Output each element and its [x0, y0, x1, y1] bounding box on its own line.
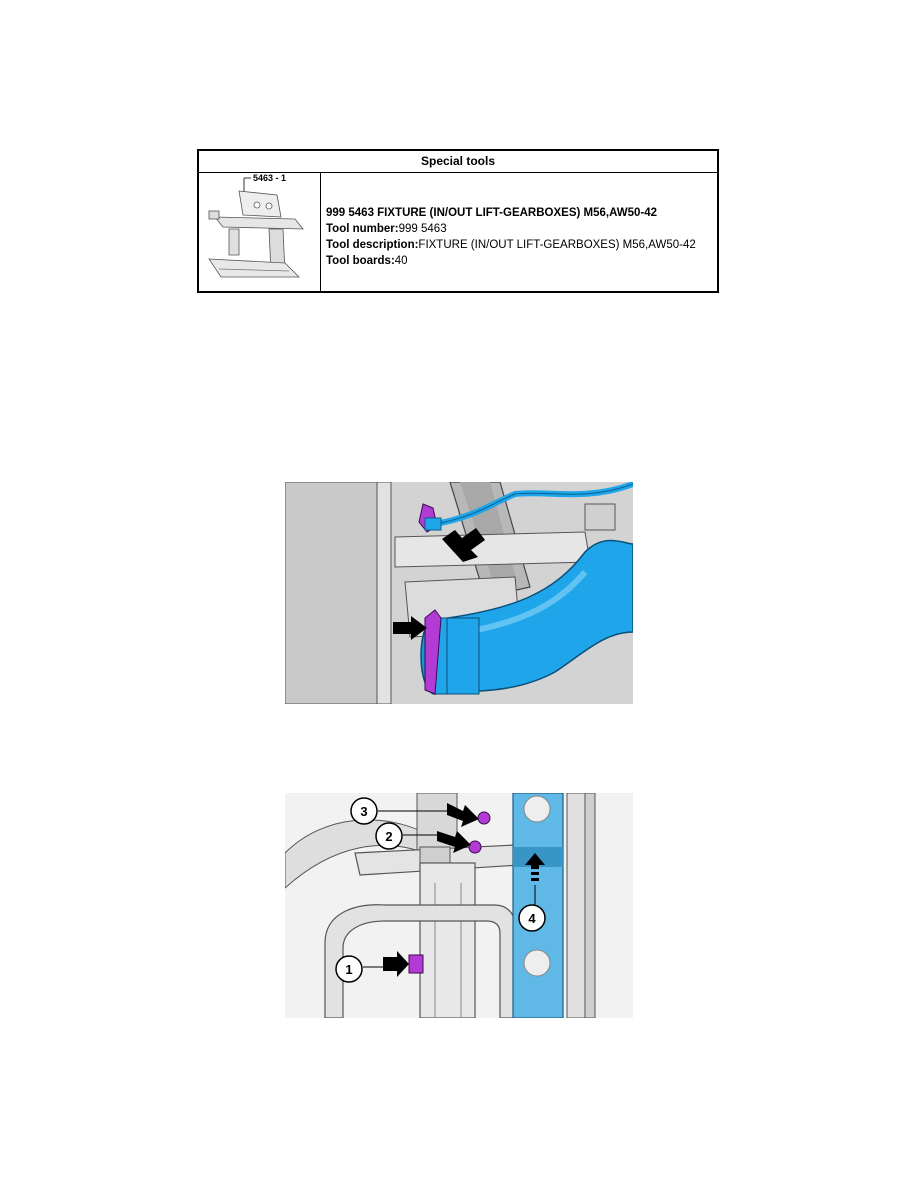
tool-boards-label: Tool boards:	[326, 255, 395, 267]
tool-boards-value: 40	[394, 255, 408, 267]
tool-details	[326, 205, 713, 269]
special-tools-table	[197, 149, 719, 293]
callout-2	[376, 823, 402, 849]
special-tools-row	[199, 173, 717, 291]
tool-number-label: Tool number:	[326, 223, 399, 235]
tool-image-cell	[199, 173, 321, 291]
tool-description-label: Tool description:	[326, 239, 419, 251]
fixture-tool-illustration	[199, 173, 319, 293]
tool-title: 999 5463 FIXTURE (IN/OUT LIFT-GEARBOXES) M56,AW50-42	[326, 207, 658, 219]
svg-text:1: 1	[345, 962, 353, 977]
hose-clamp-illustration	[285, 482, 633, 704]
svg-text:2: 2	[385, 829, 393, 844]
hose-clamp-drawing	[285, 482, 633, 704]
bracket-drawing	[285, 793, 633, 1018]
tool-boards-line	[326, 253, 713, 269]
svg-text:3: 3	[360, 804, 368, 819]
bracket-callout-illustration	[285, 793, 633, 1018]
tool-description-value: FIXTURE (IN/OUT LIFT-GEARBOXES) M56,AW50-42	[418, 239, 696, 251]
callout-3	[351, 798, 377, 824]
svg-text:4: 4	[528, 911, 536, 926]
tool-image-label: 5463 - 1	[253, 173, 287, 183]
callout-4	[519, 905, 545, 931]
special-tools-header: Special tools	[199, 151, 717, 173]
tool-number-value: 999 5463	[398, 223, 447, 235]
callout-1	[336, 956, 362, 982]
tool-number-line	[326, 221, 713, 237]
tool-description-line	[326, 237, 713, 253]
